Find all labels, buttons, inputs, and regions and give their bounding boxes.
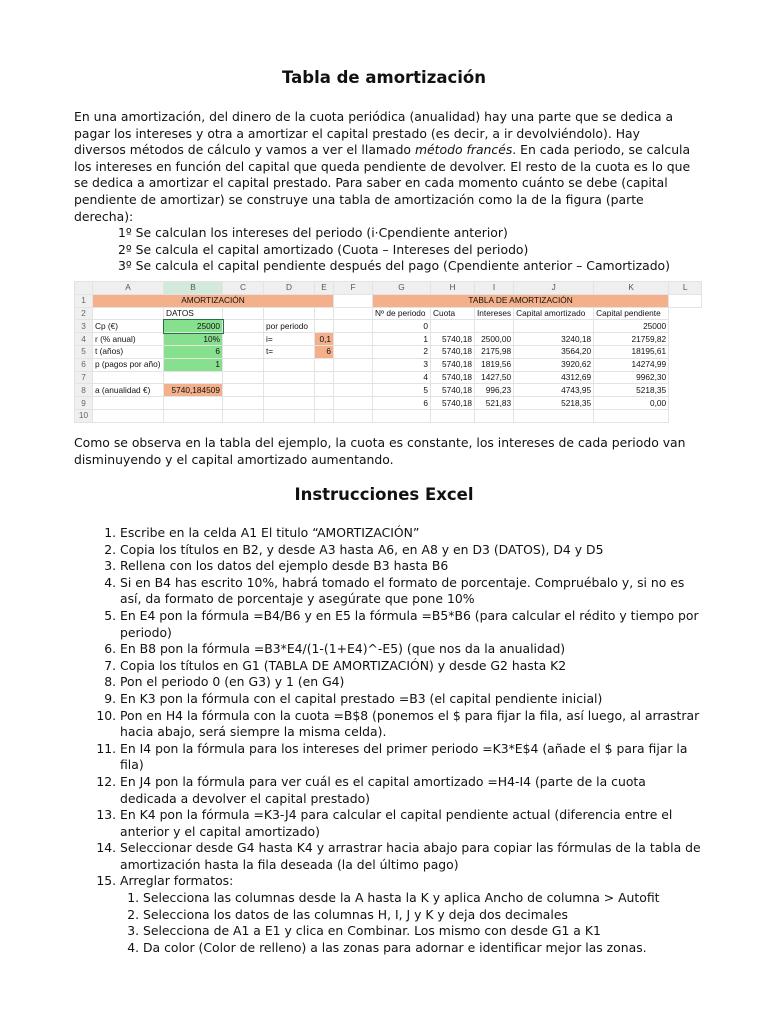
- cell[interactable]: [223, 307, 264, 320]
- cell[interactable]: [264, 409, 315, 422]
- page-title: Tabla de amortización: [282, 68, 486, 87]
- cell[interactable]: i=: [264, 333, 315, 346]
- cell[interactable]: [223, 358, 264, 371]
- cell[interactable]: r (% anual): [93, 333, 164, 346]
- cell[interactable]: [315, 397, 334, 410]
- cell[interactable]: 1: [164, 358, 223, 371]
- instruction-text: Escribe en la celda A1 El titulo “AMORTIZACIÓN”: [120, 525, 420, 540]
- cell[interactable]: [315, 384, 334, 397]
- instruction-item: [120, 741, 704, 774]
- cell[interactable]: [315, 371, 334, 384]
- cell[interactable]: 1819,56: [475, 358, 514, 371]
- cell[interactable]: [264, 397, 315, 410]
- sub-instruction-item: 2. Selecciona los datos de las columnas H, I, J y K y deja dos decimales: [143, 907, 704, 924]
- cell[interactable]: 521,83: [475, 397, 514, 410]
- cell[interactable]: [93, 307, 164, 320]
- cell[interactable]: 5740,18: [431, 371, 475, 384]
- cell[interactable]: 2500,00: [475, 333, 514, 346]
- cell[interactable]: [594, 409, 669, 422]
- cell[interactable]: 5740,18: [431, 345, 475, 358]
- instruction-item: [120, 542, 704, 559]
- cell[interactable]: [514, 320, 594, 333]
- cell[interactable]: 3: [373, 358, 431, 371]
- cell[interactable]: [475, 409, 514, 422]
- instruction-item: [120, 873, 704, 956]
- cell[interactable]: [315, 409, 334, 422]
- cell[interactable]: [334, 384, 373, 397]
- cell[interactable]: por periodo: [264, 320, 315, 333]
- row-header: 5: [75, 345, 93, 358]
- cell[interactable]: Capital pendiente: [594, 307, 669, 320]
- row-header: 9: [75, 397, 93, 410]
- cell[interactable]: 4743,95: [514, 384, 594, 397]
- cell[interactable]: [223, 345, 264, 358]
- cell[interactable]: 5218,35: [514, 397, 594, 410]
- instruction-text: En I4 pon la fórmula para los intereses del primer periodo =K3*E$4 (añade el $ para fijar la fila): [120, 740, 688, 773]
- cell[interactable]: [164, 371, 223, 384]
- cell[interactable]: 14274,99: [594, 358, 669, 371]
- cell[interactable]: p (pagos por año): [93, 358, 164, 371]
- instruction-item: [120, 840, 704, 873]
- sheet-row: [75, 345, 702, 358]
- instruction-item: [120, 691, 704, 708]
- column-header: F: [334, 282, 373, 295]
- row-header: 6: [75, 358, 93, 371]
- cell[interactable]: [669, 294, 702, 307]
- cell[interactable]: [373, 409, 431, 422]
- cell[interactable]: 3920,62: [514, 358, 594, 371]
- column-header: E: [315, 282, 334, 295]
- cell[interactable]: [264, 384, 315, 397]
- intro-italic: método francés: [414, 142, 513, 158]
- intro-text: En una amortización, del dinero de la cuota periódica (anualidad) hay una parte que se dedica a pagar los intereses y otra a amortizar el capital prestado (es decir, a ir devolviéndolo). Hay diversos métodos de cálculo y vamos a ver el llamado: [74, 109, 674, 158]
- sheet-row: [75, 397, 702, 410]
- instruction-item: [120, 708, 704, 741]
- cell[interactable]: [334, 320, 373, 333]
- row-header: 7: [75, 371, 93, 384]
- cell[interactable]: Cp (€): [93, 320, 164, 333]
- cell[interactable]: [223, 333, 264, 346]
- cell[interactable]: [164, 409, 223, 422]
- cell[interactable]: 10%: [164, 333, 223, 346]
- instruction-text: En J4 pon la fórmula para ver cuál es el capital amortizado =H4-I4 (parte de la cuota dedicada a devolver el capital prestado): [120, 773, 646, 806]
- cell[interactable]: 5: [373, 384, 431, 397]
- instruction-text: En B8 pon la fórmula =B3*E4/(1-(1+E4)^-E5) (que nos da la anualidad): [120, 641, 566, 657]
- instruction-item: [120, 674, 704, 691]
- cell[interactable]: 4312,69: [514, 371, 594, 384]
- instruction-item: [120, 575, 704, 608]
- cell[interactable]: 5740,18: [431, 358, 475, 371]
- instruction-text: Seleccionar desde G4 hasta K4 y arrastrar hacia abajo para copiar las fórmulas de la tabla de amortización hasta la fila deseada (la del último pago): [120, 840, 701, 872]
- cell[interactable]: 2175,98: [475, 345, 514, 358]
- cell[interactable]: 5740,18: [431, 384, 475, 397]
- instruction-item: [120, 525, 704, 542]
- sheet-row: [75, 333, 702, 346]
- column-header: G: [373, 282, 431, 295]
- sub-instruction-item: 1. Selecciona las columnas desde la A hasta la K y aplica Ancho de columna > Autofit: [143, 890, 704, 907]
- cell[interactable]: [431, 320, 475, 333]
- cell[interactable]: [164, 397, 223, 410]
- instruction-item: [120, 608, 704, 641]
- cell[interactable]: [223, 384, 264, 397]
- row-header: 10: [75, 409, 93, 422]
- column-header: A: [93, 282, 164, 295]
- sheet-row: [75, 307, 702, 320]
- cell[interactable]: [93, 409, 164, 422]
- sheet-row: [75, 294, 702, 307]
- cell[interactable]: [223, 320, 264, 333]
- instruction-text: Copia los títulos en G1 (TABLA DE AMORTIZACIÓN) y desde G2 hasta K2: [120, 657, 567, 673]
- cell[interactable]: Cuota: [431, 307, 475, 320]
- cell[interactable]: 0,00: [594, 397, 669, 410]
- instruction-text: Arreglar formatos:: [120, 873, 234, 889]
- row-header: 4: [75, 333, 93, 346]
- cell[interactable]: [223, 409, 264, 422]
- cell[interactable]: 0,1: [315, 333, 334, 346]
- spreadsheet-image: [74, 281, 702, 423]
- cell[interactable]: [334, 397, 373, 410]
- instruction-text: Pon en H4 la fórmula con la cuota =B$8 (ponemos el $ para fijar la fila, así luego, al arrastrar hacia abajo, será siempre la misma celda).: [120, 707, 700, 740]
- column-header: B: [164, 282, 223, 295]
- cell[interactable]: Capital amortizado: [514, 307, 594, 320]
- cell[interactable]: [315, 307, 334, 320]
- column-header: L: [669, 282, 702, 295]
- cell[interactable]: 5740,18: [431, 397, 475, 410]
- cell[interactable]: 2: [373, 345, 431, 358]
- cell[interactable]: [93, 371, 164, 384]
- cell[interactable]: [334, 294, 373, 307]
- cell[interactable]: 4: [373, 371, 431, 384]
- corner-cell: [75, 282, 93, 295]
- cell[interactable]: 21759,82: [594, 333, 669, 346]
- sheet-row: [75, 320, 702, 333]
- cell[interactable]: [334, 333, 373, 346]
- intro-text-end: . En cada periodo, se calcula los intereses en función del capital que queda pendiente de devolver. El resto de la cuota es lo que se dedica a amortizar el capital prestado. Para saber en cada momento cuánto se debe (capital pendiente de amortizar) se construye una tabla de amortización como la de la figura (parte derecha):: [74, 142, 691, 224]
- cell[interactable]: DATOS: [164, 307, 223, 320]
- cell[interactable]: t (años): [93, 345, 164, 358]
- cell[interactable]: [223, 397, 264, 410]
- column-header: J: [514, 282, 594, 295]
- cell[interactable]: 6: [373, 397, 431, 410]
- cell[interactable]: 996,23: [475, 384, 514, 397]
- step-3: 3º Se calcula el capital pendiente después del pago (Cpendiente anterior – Camortizado): [118, 258, 670, 274]
- cell[interactable]: 3240,18: [514, 333, 594, 346]
- cell[interactable]: 5218,35: [594, 384, 669, 397]
- cell[interactable]: [334, 371, 373, 384]
- instruction-text: Si en B4 has escrito 10%, habrá tomado el formato de porcentaje. Compruébalo y, si no es así, da formato de porcentaje y asegúrate que pone 10%: [120, 574, 685, 607]
- intro-paragraph: [74, 109, 694, 275]
- sheet-row: [75, 384, 702, 397]
- cell[interactable]: AMORTIZACIÓN: [93, 294, 334, 307]
- step-2: 2º Se calcula el capital amortizado (Cuota – Intereses del periodo): [118, 241, 529, 257]
- cell[interactable]: 25000: [594, 320, 669, 333]
- cell[interactable]: [315, 320, 334, 333]
- cell[interactable]: 1427,50: [475, 371, 514, 384]
- cell[interactable]: [514, 409, 594, 422]
- cell[interactable]: [223, 371, 264, 384]
- cell[interactable]: [264, 307, 315, 320]
- row-header: 1: [75, 294, 93, 307]
- cell[interactable]: TABLA DE AMORTIZACIÓN: [373, 294, 669, 307]
- cell[interactable]: t=: [264, 345, 315, 358]
- sub-instruction-item: 3. Selecciona de A1 a E1 y clica en Combinar. Los mismo con desde G1 a K1: [143, 923, 704, 940]
- cell[interactable]: [334, 358, 373, 371]
- cell[interactable]: 5740,18: [431, 333, 475, 346]
- instruction-text: Pon el periodo 0 (en G3) y 1 (en G4): [120, 674, 345, 690]
- column-header: H: [431, 282, 475, 295]
- cell[interactable]: 3564,20: [514, 345, 594, 358]
- instruction-item: [120, 658, 704, 675]
- cell[interactable]: 1: [373, 333, 431, 346]
- row-header: 3: [75, 320, 93, 333]
- instruction-text: Rellena con los datos del ejemplo desde B3 hasta B6: [120, 558, 449, 574]
- instruction-text: Copia los títulos en B2, y desde A3 hasta A6, en A8 y en D3 (DATOS), D4 y D5: [120, 541, 604, 557]
- instruction-text: En K3 pon la fórmula con el capital prestado =B3 (el capital pendiente inicial): [120, 690, 603, 706]
- cell[interactable]: [264, 371, 315, 384]
- column-header: I: [475, 282, 514, 295]
- cell[interactable]: [264, 358, 315, 371]
- after-paragraph: Como se observa en la tabla del ejemplo, la cuota es constante, los intereses de cada periodo van disminuyendo y el capital amortizado aumentando.: [74, 435, 686, 467]
- column-header: D: [264, 282, 315, 295]
- cell[interactable]: 0: [373, 320, 431, 333]
- cell[interactable]: Intereses: [475, 307, 514, 320]
- instruction-item: [120, 774, 704, 807]
- cell[interactable]: [475, 320, 514, 333]
- sub-instruction-item: 4. Da color (Color de relleno) a las zonas para adornar e identificar mejor las zonas.: [143, 940, 704, 957]
- row-header: 8: [75, 384, 93, 397]
- instruction-item: [120, 641, 704, 658]
- instruction-item: [120, 558, 704, 575]
- cell[interactable]: 6: [315, 345, 334, 358]
- row-header: 2: [75, 307, 93, 320]
- section-title: Instrucciones Excel: [294, 485, 474, 504]
- instruction-item: [120, 807, 704, 840]
- column-header: C: [223, 282, 264, 295]
- cell[interactable]: [431, 409, 475, 422]
- sheet-row: [75, 358, 702, 371]
- column-header: K: [594, 282, 669, 295]
- instruction-text: En K4 pon la fórmula =K3-J4 para calcular el capital pendiente actual (diferencia entre el anterior y el capital amortizado): [120, 807, 673, 839]
- cell[interactable]: [334, 307, 373, 320]
- cell[interactable]: [334, 409, 373, 422]
- cell[interactable]: 18195,61: [594, 345, 669, 358]
- instructions: [74, 525, 704, 956]
- instruction-text: En E4 pon la fórmula =B4/B6 y en E5 la fórmula =B5*B6 (para calcular el rédito y tiempo por periodo): [120, 607, 699, 640]
- cell[interactable]: [334, 345, 373, 358]
- cell[interactable]: 6: [164, 345, 223, 358]
- sheet-row: [75, 371, 702, 384]
- step-1: 1º Se calculan los intereses del periodo (i·Cpendiente anterior): [118, 225, 508, 241]
- cell[interactable]: 5740,184509: [164, 384, 223, 397]
- cell[interactable]: Nº de periodo: [373, 307, 431, 320]
- cell[interactable]: 25000: [164, 320, 223, 333]
- cell[interactable]: 9962,30: [594, 371, 669, 384]
- cell[interactable]: a (anualidad €): [93, 384, 164, 397]
- cell[interactable]: [315, 358, 334, 371]
- cell[interactable]: [93, 397, 164, 410]
- sheet-row: [75, 409, 702, 422]
